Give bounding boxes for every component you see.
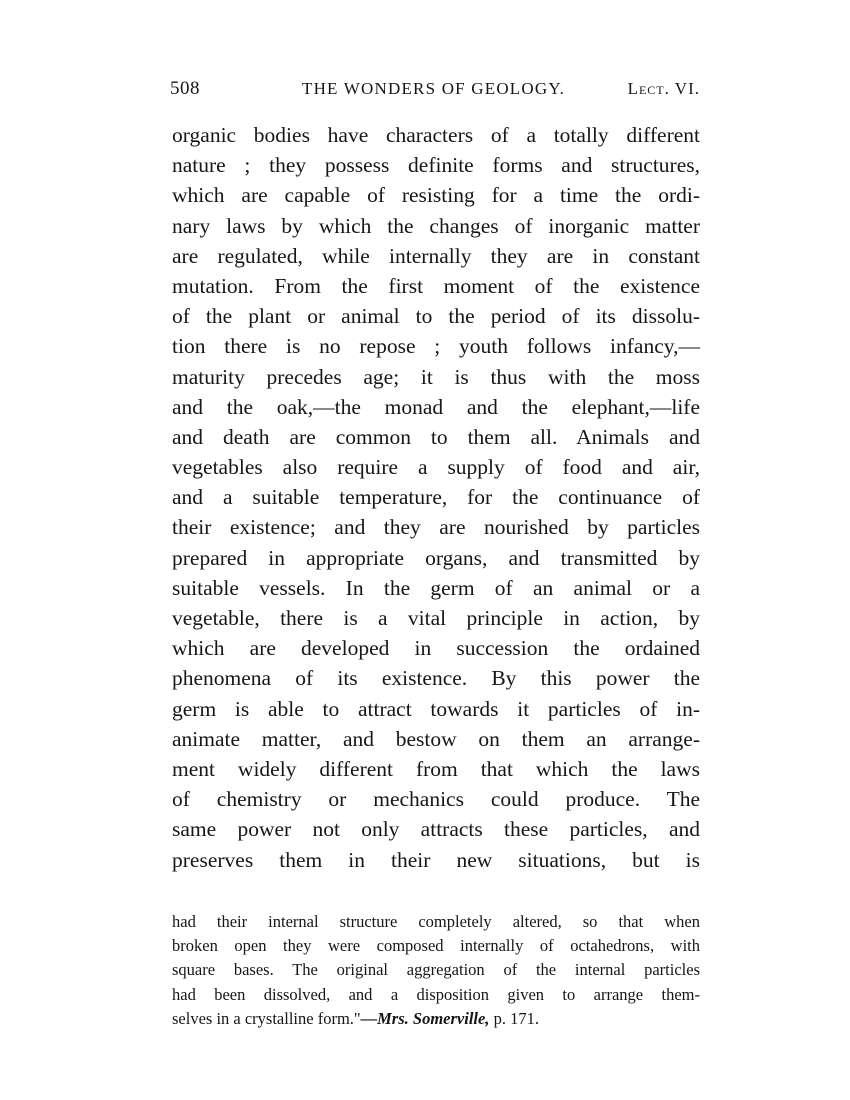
- body-line: germ is able to attract towards it particles of in-: [172, 696, 700, 721]
- body-line: tion there is no repose ; youth follows infancy,—: [172, 334, 700, 359]
- footnote-line: had been dissolved, and a disposition given to arrange them-: [172, 984, 700, 1004]
- body-line: mutation. From the first moment of the existence: [172, 273, 700, 298]
- body-line: nature ; they possess definite forms and structures,: [172, 153, 700, 178]
- body-line: maturity precedes age; it is thus with the moss: [172, 364, 700, 389]
- body-line: which are developed in succession the ordained: [172, 636, 700, 661]
- running-title: THE WONDERS OF GEOLOGY.: [302, 79, 566, 98]
- footnote-line: had their internal structure completely altered, so that when: [172, 912, 700, 931]
- page-header: [170, 74, 700, 104]
- body-line: suitable vessels. In the germ of an animal or a: [172, 575, 700, 600]
- footnote-attribution: —Mrs. Somerville,: [360, 1008, 490, 1028]
- body-line: their existence; and they are nourished by particles: [172, 515, 700, 540]
- footnote-last-line: [172, 1007, 700, 1031]
- footnote: [172, 910, 700, 1031]
- page-number: 508: [170, 78, 200, 99]
- body-line: organic bodies have characters of a totally different: [172, 123, 700, 147]
- body-line: same power not only attracts these particles, and: [172, 817, 700, 842]
- body-line: and a suitable temperature, for the continuance of: [172, 485, 700, 510]
- footnote-last-text: selves in a crystalline form.": [172, 1008, 361, 1028]
- footnote-line: square bases. The original aggregation of the internal particles: [172, 960, 700, 980]
- body-text: [172, 120, 700, 875]
- body-line: of chemistry or mechanics could produce. The: [172, 787, 700, 812]
- body-line: of the plant or animal to the period of its dissolu-: [172, 304, 700, 329]
- body-line: animate matter, and bestow on them an arrange-: [172, 726, 700, 751]
- body-line: and the oak,—the monad and the elephant,—life: [172, 394, 700, 419]
- body-line: phenomena of its existence. By this power the: [172, 666, 700, 691]
- footnote-line: broken open they were composed internally of octahedrons, with: [172, 936, 700, 956]
- body-line: prepared in appropriate organs, and transmitted by: [172, 545, 700, 570]
- body-line: and death are common to them all. Animals and: [172, 424, 700, 449]
- body-line: which are capable of resisting for a time the ordi-: [172, 183, 700, 208]
- footnote-page-ref: p. 171.: [489, 1008, 539, 1028]
- lecture-label: Lect. VI.: [627, 79, 700, 98]
- body-line: vegetables also require a supply of food and air,: [172, 455, 700, 480]
- body-line: nary laws by which the changes of inorganic matter: [172, 213, 700, 238]
- body-line: preserves them in their new situations, but is: [172, 847, 700, 872]
- body-line: vegetable, there is a vital principle in action, by: [172, 606, 700, 630]
- body-line: ment widely different from that which the laws: [172, 756, 700, 781]
- body-line: are regulated, while internally they are in constant: [172, 243, 700, 268]
